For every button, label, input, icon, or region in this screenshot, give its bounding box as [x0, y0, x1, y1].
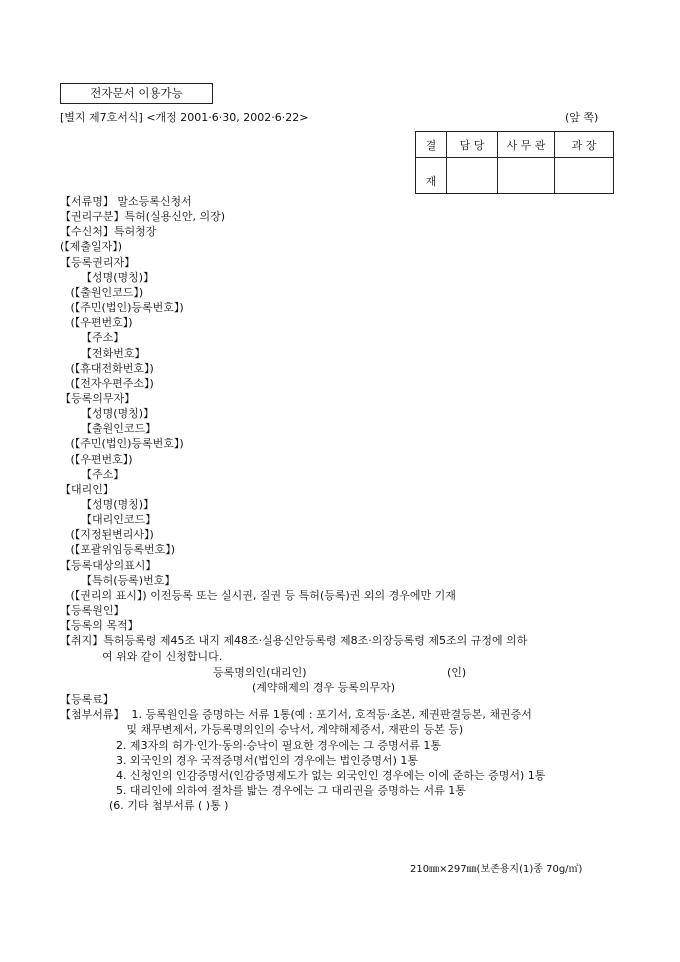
- form-line: (【주민(법인)등록번호】): [60, 301, 184, 315]
- form-line: (【휴대전화번호】): [60, 361, 154, 375]
- paper-spec-footer: 210㎜×297㎜(보존용지(1)종 70g/㎡): [410, 864, 583, 875]
- form-line: (【출원인코드】): [60, 285, 144, 299]
- attachment-line: 5. 대리인에 의하여 절차를 밟는 경우에는 그 대리권을 증명하는 서류 1통: [60, 784, 466, 798]
- form-line: 【등록권리자】: [60, 255, 136, 269]
- form-number-line: [별지 제7호서식] <개정 2001·6·30, 2002·6·22>: [60, 111, 309, 124]
- approval-cell-staff: [447, 158, 498, 194]
- approval-header-officer: 사 무 관: [498, 132, 555, 158]
- form-line: (【주민(법인)등록번호】): [60, 437, 184, 451]
- form-line: 【출원인코드】: [60, 422, 157, 436]
- registration-obligor-note: (계약해제의 경우 등록의무자): [252, 681, 396, 694]
- form-line: 【등록대상의표시】: [60, 558, 157, 572]
- form-line: (【포괄위임등록번호】): [60, 543, 176, 557]
- attachment-line: 【첨부서류】 1. 등록원인을 증명하는 서류 1통(예 : 포기서, 호적등·초본, 제권판결등본, 채권증서: [60, 708, 532, 722]
- form-line: 【등록의 목적】: [60, 619, 139, 633]
- form-line: 【권리구분】특허(실용신안, 의장): [60, 210, 226, 224]
- form-line: (【제출일자】): [60, 240, 123, 254]
- approval-cell-officer: [498, 158, 555, 194]
- approval-side-label-top: 결: [416, 132, 447, 158]
- form-line: 여 위와 같이 신청합니다.: [60, 649, 223, 663]
- attachment-line: 2. 제3자의 허가·인가·동의·승낙이 필요한 경우에는 그 증명서류 1통: [60, 738, 442, 752]
- form-line: 【수신처】특허청장: [60, 225, 157, 239]
- form-line: 【전화번호】: [60, 346, 146, 360]
- form-line: 【성명(명칭)】: [60, 407, 155, 421]
- form-line: (【전자우편주소】): [60, 376, 154, 390]
- attachment-line: 3. 외국인의 경우 국적증명서(법인의 경우에는 법인증명서) 1통: [60, 753, 419, 767]
- attachment-line: 4. 신청인의 인감증명서(인감증명제도가 없는 외국인인 경우에는 이에 준하는 증명서) 1통: [60, 769, 546, 782]
- form-line: (【권리의 표시】) 이전등록 또는 실시권, 질권 등 특허(등록)권 외의 경우에만 기재: [60, 588, 456, 602]
- approval-header-staff: 담 당: [447, 132, 498, 158]
- form-line: (【우편번호】): [60, 452, 133, 466]
- attachment-line: 【등록료】: [60, 693, 114, 706]
- approval-table: [415, 131, 614, 194]
- attachment-line: (6. 기타 첨부서류 ( )통 ): [60, 799, 229, 813]
- form-line: 【대리인】: [60, 482, 114, 496]
- form-line: (【우편번호】): [60, 316, 133, 330]
- electronic-document-notice: 전자문서 이용가능: [60, 83, 213, 104]
- seal-mark: (인): [447, 666, 467, 679]
- form-line: 【취지】특허등록령 제45조 내지 제48조·실용신안등록령 제8조·의장등록령 제5조의 규정에 의하: [60, 634, 528, 648]
- form-line: 【등록의무자】: [60, 391, 136, 405]
- approval-side-label-bottom: 재: [416, 158, 447, 194]
- form-line: 【성명(명칭)】: [60, 270, 155, 284]
- form-line: 【주소】: [60, 331, 125, 345]
- form-line: 【특허(등록)번호】: [60, 573, 176, 587]
- form-line: 【등록원인】: [60, 604, 125, 618]
- form-line: 【성명(명칭)】: [60, 498, 155, 511]
- form-line: (【지정된변리사】): [60, 528, 154, 542]
- form-line: 【주소】: [60, 467, 125, 481]
- form-line: 【서류명】 말소등록신청서: [60, 195, 192, 208]
- page-side-label: (앞 쪽): [565, 111, 599, 124]
- form-line: 【대리인코드】: [60, 513, 157, 527]
- attachment-line: 및 채무변제서, 가등록명의인의 승낙서, 계약해제증서, 재판의 등본 등): [60, 723, 464, 737]
- approval-cell-chief: [555, 158, 614, 194]
- approval-header-chief: 과 장: [555, 132, 614, 158]
- applicant-label: 등록명의인(대리인): [213, 666, 307, 679]
